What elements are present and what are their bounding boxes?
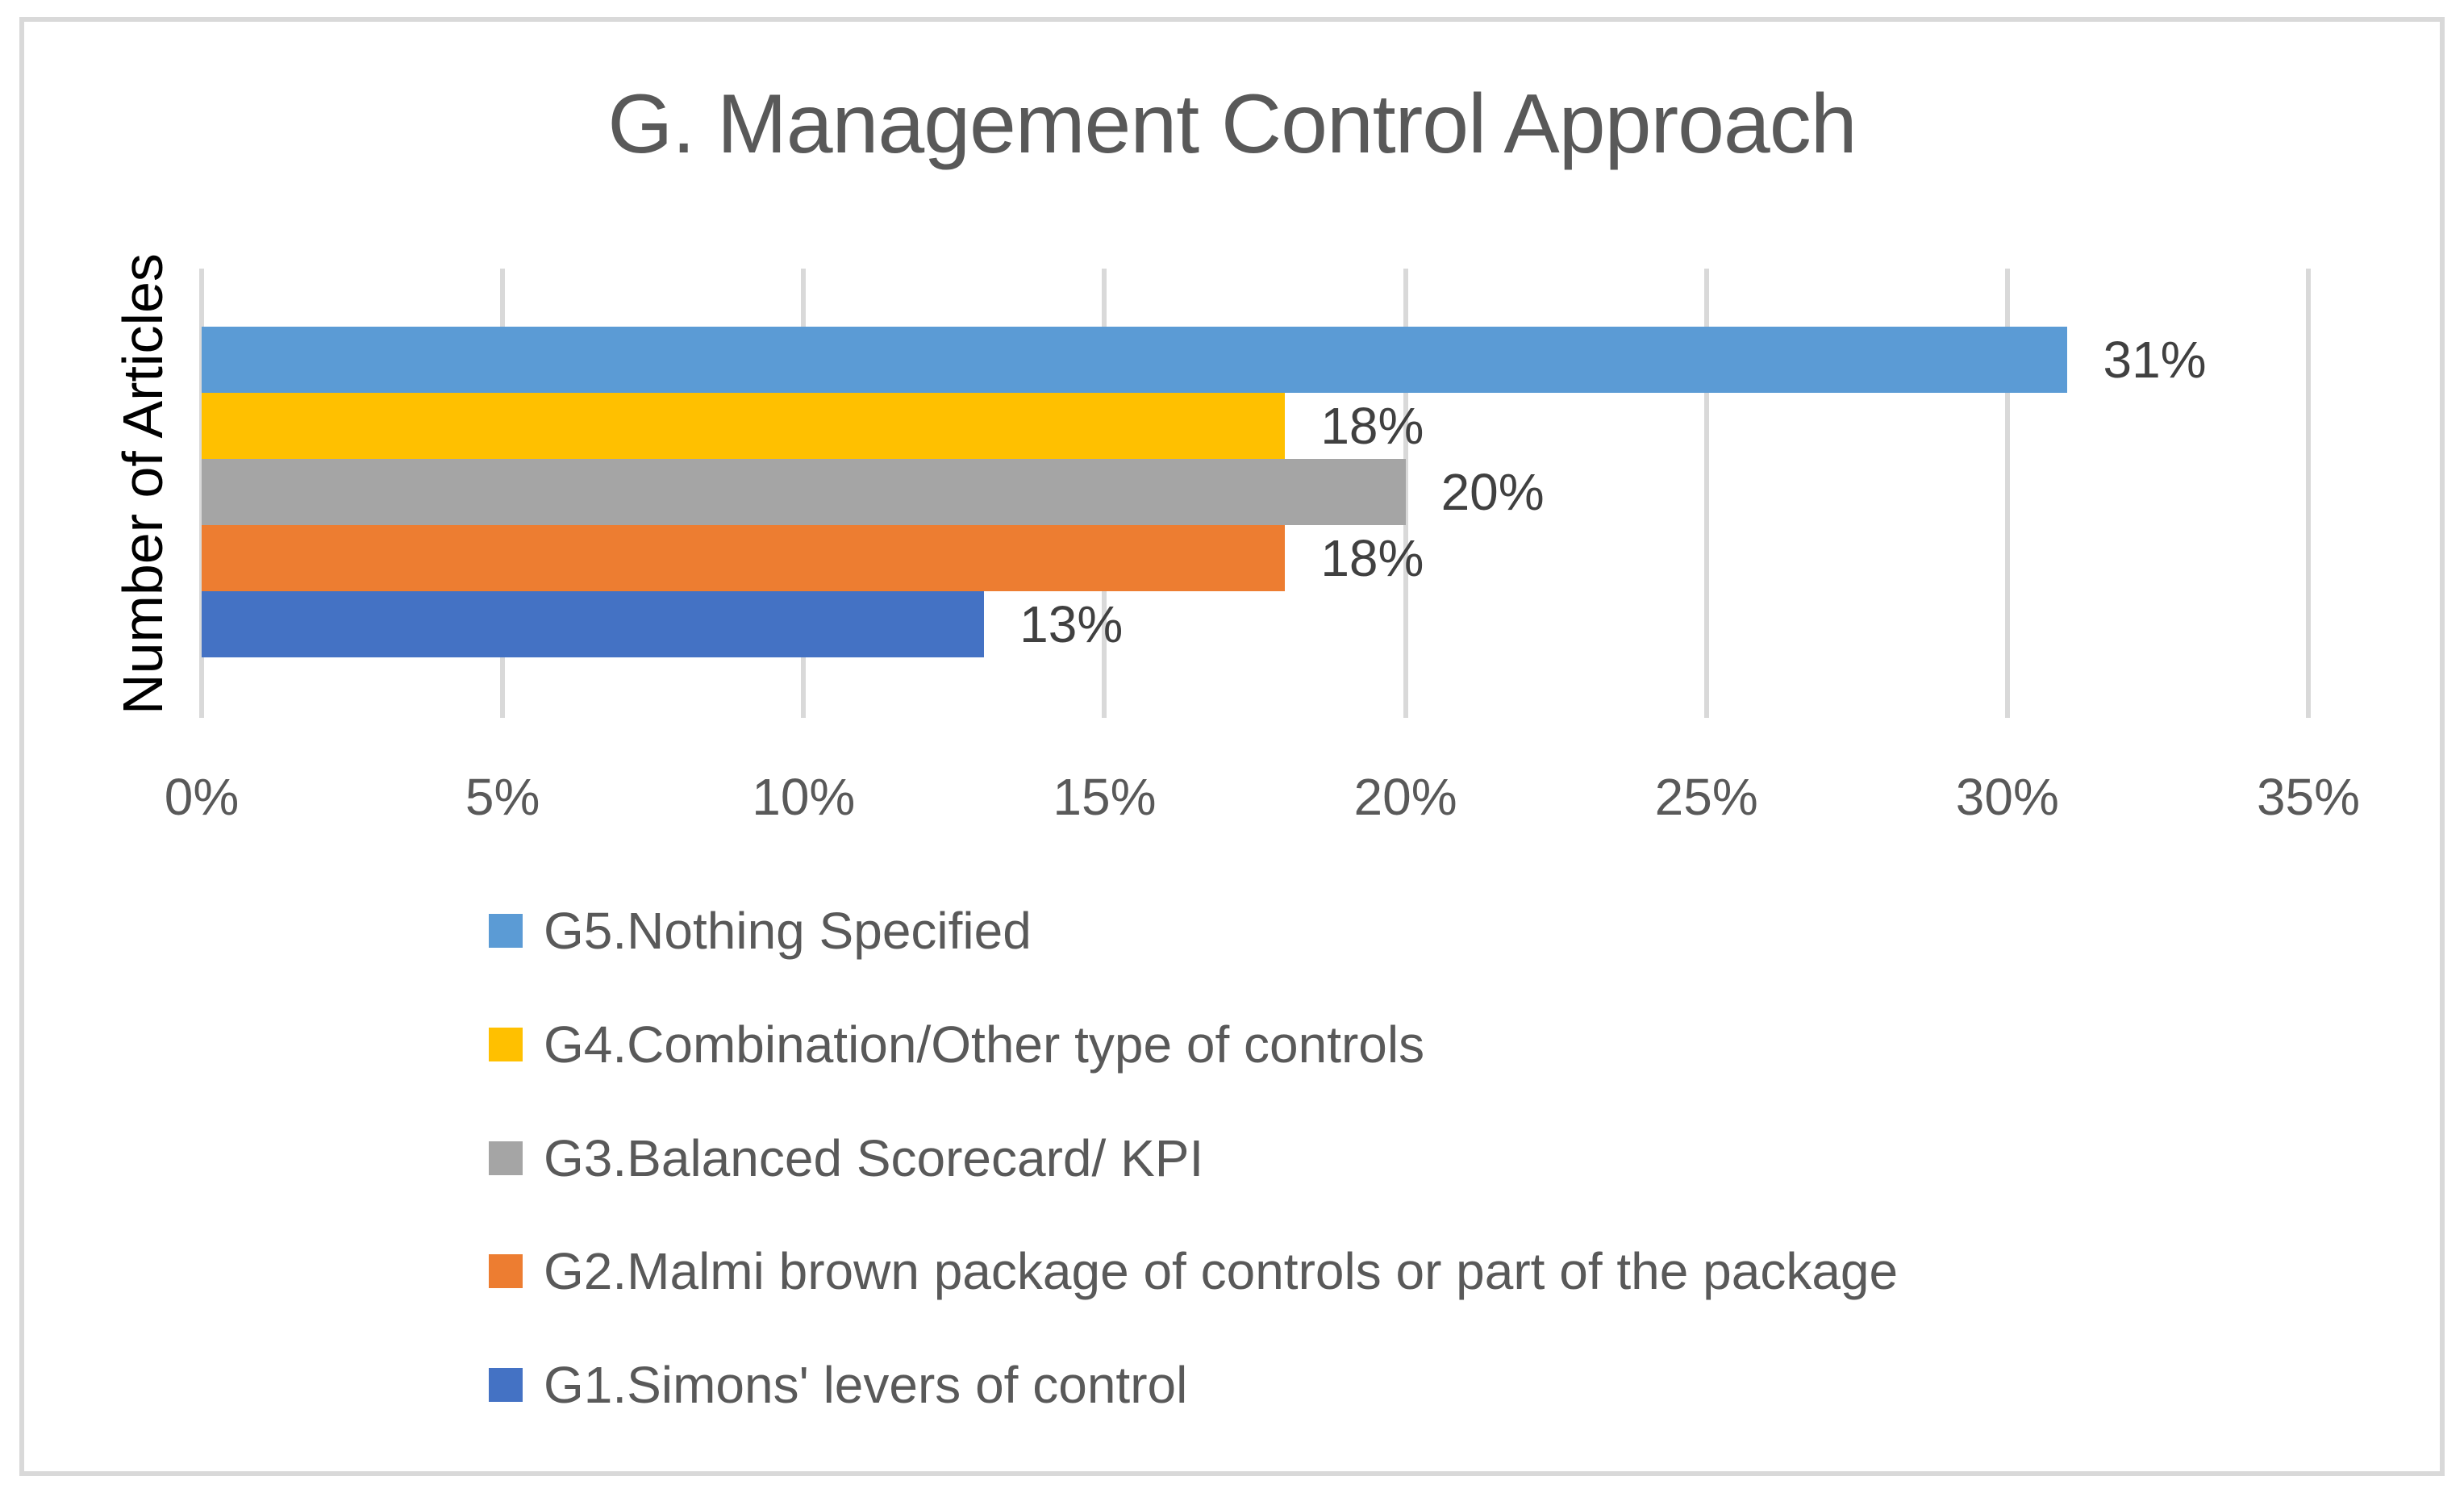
plot-area bbox=[202, 269, 2308, 718]
x-tick-label: 15% bbox=[1053, 768, 1157, 826]
x-tick-label: 25% bbox=[1654, 768, 1758, 826]
legend-item bbox=[489, 901, 1032, 961]
legend-item-label: G5.Nothing Specified bbox=[544, 902, 1032, 960]
x-tick-label: 0% bbox=[164, 768, 240, 826]
x-tick-label: 30% bbox=[1955, 768, 2059, 826]
legend-swatch-icon bbox=[489, 1368, 523, 1402]
x-tick-label: 20% bbox=[1353, 768, 1457, 826]
bar-G3.Balanced Scorecard/ KPI bbox=[202, 459, 1406, 525]
x-tick-label: 10% bbox=[752, 768, 856, 826]
bar-G2.Malmi brown package of controls or part of the package bbox=[202, 525, 1285, 591]
gridline-35% bbox=[2306, 269, 2311, 718]
bar-G4.Combination/Other type of controls bbox=[202, 393, 1285, 459]
legend-item-label: G1.Simons' levers of control bbox=[544, 1356, 1188, 1414]
chart-title: G. Management Control Approach bbox=[607, 77, 1857, 171]
legend-item bbox=[489, 1355, 1187, 1415]
legend-item-label: G2.Malmi brown package of controls or part of the package bbox=[544, 1242, 1899, 1300]
legend-swatch-icon bbox=[489, 1141, 523, 1175]
legend-item bbox=[489, 1128, 1203, 1188]
legend-swatch-icon bbox=[489, 1028, 523, 1061]
legend-swatch-icon bbox=[489, 914, 523, 948]
x-tick-label: 35% bbox=[2256, 768, 2361, 826]
bar-value-label: 18% bbox=[1320, 397, 1424, 455]
legend-item-label: G3.Balanced Scorecard/ KPI bbox=[544, 1129, 1204, 1187]
legend-item-label: G4.Combination/Other type of controls bbox=[544, 1015, 1425, 1074]
bar-value-label: 20% bbox=[1440, 463, 1545, 521]
bar-G5.Nothing Specified bbox=[202, 327, 2067, 393]
bar-value-label: 13% bbox=[1019, 595, 1124, 653]
legend-swatch-icon bbox=[489, 1254, 523, 1288]
x-tick-label: 5% bbox=[465, 768, 540, 826]
legend-item bbox=[489, 1015, 1424, 1074]
bar-value-label: 31% bbox=[2103, 331, 2207, 389]
bar-G1.Simons' levers of control bbox=[202, 591, 984, 657]
legend-item bbox=[489, 1241, 1898, 1301]
y-axis-title: Number of Articles bbox=[111, 253, 174, 715]
bar-value-label: 18% bbox=[1320, 529, 1424, 587]
